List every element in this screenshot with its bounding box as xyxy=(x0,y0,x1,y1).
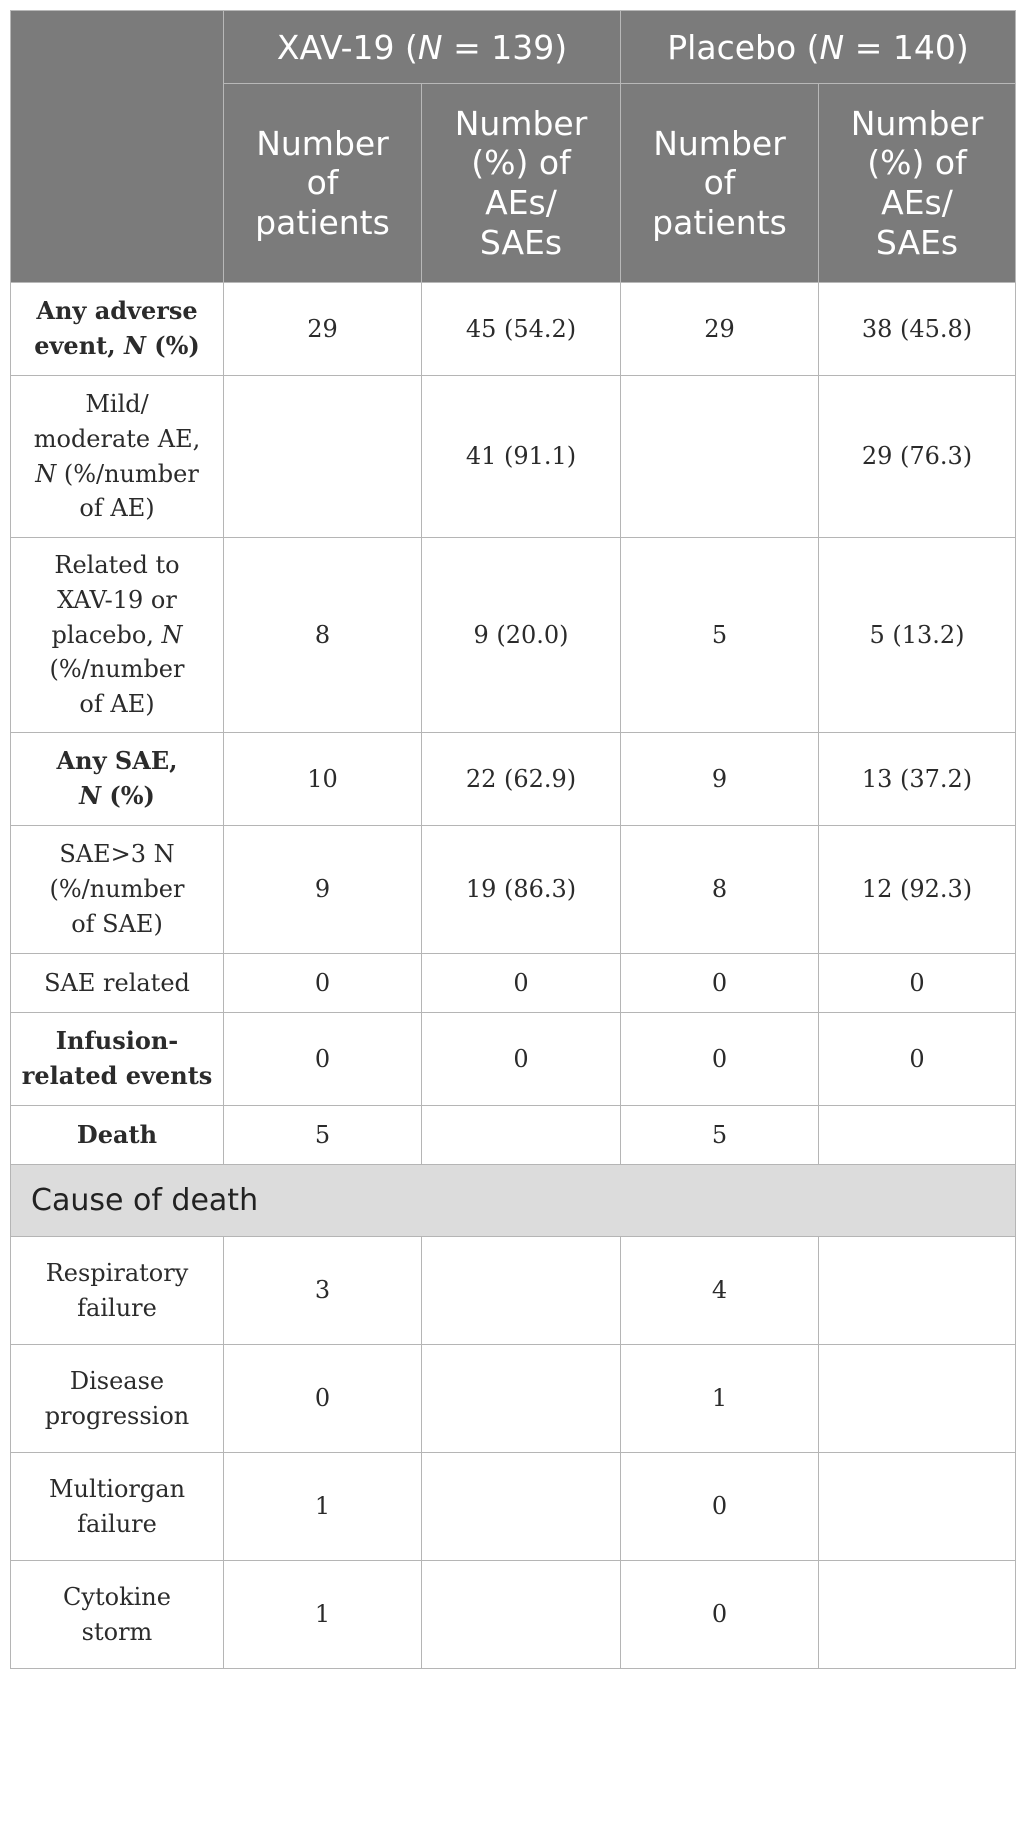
table-row-multiorgan-failure xyxy=(11,1453,1016,1561)
table-row-related-to-treatment xyxy=(11,538,1016,733)
cell-xav19-patients: 0 xyxy=(224,954,422,1013)
cell-xav19-aes: 0 xyxy=(422,1013,621,1106)
row-label: Disease progression xyxy=(11,1345,224,1453)
cell-xav19-patients: 0 xyxy=(224,1013,422,1106)
cell-placebo-aes: 5 (13.2) xyxy=(819,538,1016,733)
table-row-disease-progression xyxy=(11,1345,1016,1453)
table-row-cytokine-storm xyxy=(11,1561,1016,1669)
cell-xav19-patients: 5 xyxy=(224,1106,422,1165)
cell-xav19-aes: 19 (86.3) xyxy=(422,826,621,954)
cell-placebo-patients: 9 xyxy=(621,733,819,826)
cell-xav19-patients xyxy=(224,376,422,538)
header-placebo-number-of-patients: Number of patients xyxy=(621,84,819,283)
header-xav19-number-of-aes: Number (%) of AEs/ SAEs xyxy=(422,84,621,283)
row-label: SAE related xyxy=(11,954,224,1013)
cell-placebo-aes xyxy=(819,1345,1016,1453)
cell-placebo-aes: 29 (76.3) xyxy=(819,376,1016,538)
cell-xav19-patients: 0 xyxy=(224,1345,422,1453)
cell-placebo-aes xyxy=(819,1453,1016,1561)
table-row-sae-related xyxy=(11,954,1016,1013)
header-group-xav19: XAV-19 (N = 139) xyxy=(224,11,621,84)
header-corner-cell xyxy=(11,11,224,283)
table-row-mild-moderate-ae xyxy=(11,376,1016,538)
cell-placebo-patients: 0 xyxy=(621,1013,819,1106)
row-label: Death xyxy=(11,1106,224,1165)
adverse-events-table xyxy=(10,10,1016,1669)
row-label: Mild/ moderate AE, N (%/number of AE) xyxy=(11,376,224,538)
header-group-placebo: Placebo (N = 140) xyxy=(621,11,1016,84)
row-label: Cytokine storm xyxy=(11,1561,224,1669)
cell-placebo-patients: 8 xyxy=(621,826,819,954)
cell-placebo-patients: 4 xyxy=(621,1237,819,1345)
table-row-sae-grade-3 xyxy=(11,826,1016,954)
cell-placebo-aes: 13 (37.2) xyxy=(819,733,1016,826)
cell-placebo-patients: 0 xyxy=(621,1561,819,1669)
cell-xav19-patients: 9 xyxy=(224,826,422,954)
cell-placebo-patients: 0 xyxy=(621,954,819,1013)
table-row-death xyxy=(11,1106,1016,1165)
section-row-cause-of-death xyxy=(11,1165,1016,1237)
cell-xav19-aes: 9 (20.0) xyxy=(422,538,621,733)
table-row-infusion-related xyxy=(11,1013,1016,1106)
cell-xav19-patients: 10 xyxy=(224,733,422,826)
row-label: Multiorgan failure xyxy=(11,1453,224,1561)
table-row-respiratory-failure xyxy=(11,1237,1016,1345)
cell-xav19-aes xyxy=(422,1561,621,1669)
cell-placebo-patients: 0 xyxy=(621,1453,819,1561)
cell-placebo-aes: 12 (92.3) xyxy=(819,826,1016,954)
cell-xav19-patients: 29 xyxy=(224,283,422,376)
cell-placebo-aes xyxy=(819,1237,1016,1345)
cell-placebo-patients: 5 xyxy=(621,538,819,733)
header-xav19-number-of-patients: Number of patients xyxy=(224,84,422,283)
row-label: Any adverse event, N (%) xyxy=(11,283,224,376)
cell-placebo-patients: 29 xyxy=(621,283,819,376)
cell-placebo-aes xyxy=(819,1561,1016,1669)
cell-placebo-aes xyxy=(819,1106,1016,1165)
cell-xav19-aes xyxy=(422,1237,621,1345)
row-label: Infusion- related events xyxy=(11,1013,224,1106)
section-title: Cause of death xyxy=(11,1165,1016,1237)
row-label: Related to XAV-19 or placebo, N (%/number of AE) xyxy=(11,538,224,733)
cell-xav19-aes: 41 (91.1) xyxy=(422,376,621,538)
cell-placebo-patients: 1 xyxy=(621,1345,819,1453)
cell-xav19-aes xyxy=(422,1106,621,1165)
cell-placebo-aes: 38 (45.8) xyxy=(819,283,1016,376)
row-label: Any SAE, N (%) xyxy=(11,733,224,826)
cell-xav19-aes xyxy=(422,1453,621,1561)
cell-placebo-aes: 0 xyxy=(819,1013,1016,1106)
row-label: Respiratory failure xyxy=(11,1237,224,1345)
header-group-row xyxy=(11,11,1016,84)
table-row-any-adverse-event xyxy=(11,283,1016,376)
cell-placebo-patients: 5 xyxy=(621,1106,819,1165)
row-label: SAE>3 N (%/number of SAE) xyxy=(11,826,224,954)
header-placebo-number-of-aes: Number (%) of AEs/ SAEs xyxy=(819,84,1016,283)
table-row-any-sae xyxy=(11,733,1016,826)
cell-xav19-aes: 22 (62.9) xyxy=(422,733,621,826)
cell-xav19-patients: 3 xyxy=(224,1237,422,1345)
cell-placebo-patients xyxy=(621,376,819,538)
cell-xav19-aes: 45 (54.2) xyxy=(422,283,621,376)
cell-xav19-aes: 0 xyxy=(422,954,621,1013)
cell-xav19-patients: 8 xyxy=(224,538,422,733)
cell-xav19-patients: 1 xyxy=(224,1453,422,1561)
cell-placebo-aes: 0 xyxy=(819,954,1016,1013)
cell-xav19-aes xyxy=(422,1345,621,1453)
cell-xav19-patients: 1 xyxy=(224,1561,422,1669)
